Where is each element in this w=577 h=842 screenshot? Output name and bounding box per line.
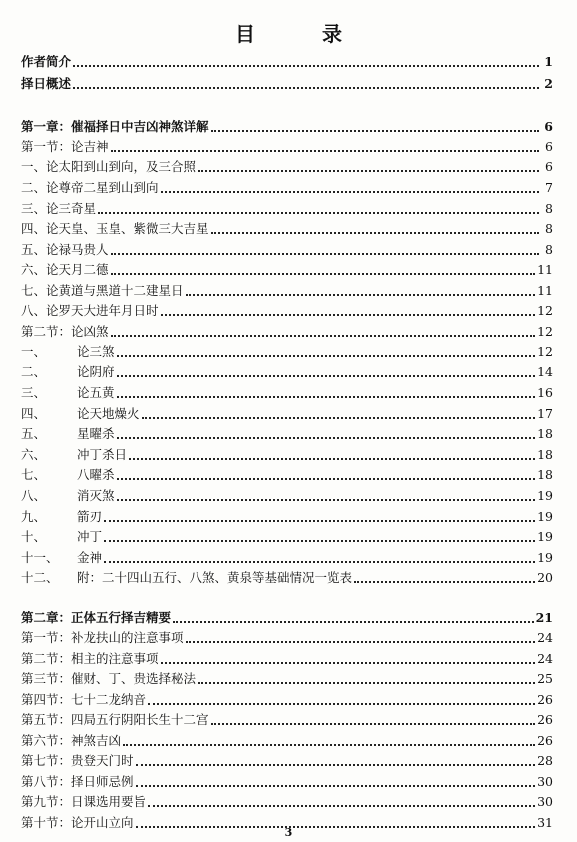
toc-entry-page: 1 — [544, 54, 553, 69]
toc-entry[interactable] — [21, 710, 553, 728]
dot-leader — [211, 220, 539, 234]
dot-leader — [111, 323, 536, 337]
toc-entry-label: 论开山立向 — [71, 815, 134, 830]
toc-entry-page: 26 — [537, 712, 553, 727]
toc-entry-page: 19 — [537, 550, 553, 565]
toc-entry-page: 25 — [537, 671, 553, 686]
toc-entry[interactable] — [21, 74, 553, 92]
dot-leader — [211, 118, 539, 132]
dot-leader — [111, 241, 539, 255]
toc-entry[interactable] — [21, 260, 553, 278]
toc-entry-page: 28 — [537, 753, 553, 768]
toc-entry-page: 2 — [544, 76, 553, 91]
toc-entry[interactable] — [21, 383, 553, 401]
toc-entry-label: 冲丁 — [77, 529, 103, 544]
toc-entry-number: 第二节： — [21, 651, 72, 666]
toc-entry[interactable] — [21, 322, 553, 340]
dot-leader — [117, 363, 536, 377]
dot-leader — [123, 732, 535, 746]
toc-entry-label: 第一章：催福择日中吉凶神煞详解 — [21, 119, 209, 134]
toc-entry-number: 八、 — [21, 488, 47, 503]
toc-entry-number: 十一、 — [21, 550, 59, 565]
toc-entry[interactable] — [21, 199, 553, 217]
toc-entry-page: 18 — [537, 426, 553, 441]
dot-leader — [136, 752, 536, 766]
toc-entry-page: 8 — [545, 201, 553, 216]
toc-entry[interactable] — [21, 117, 553, 135]
toc-entry-page: 11 — [537, 262, 553, 277]
toc-entry-number: 第三节： — [21, 671, 72, 686]
toc-entry-number: 五、 — [21, 426, 47, 441]
toc-entry-page: 8 — [545, 242, 553, 257]
toc-entry[interactable] — [21, 608, 553, 626]
toc-entry[interactable] — [21, 219, 553, 237]
toc-entry-number: 第七节： — [21, 753, 72, 768]
dot-leader — [111, 261, 536, 275]
toc-entry[interactable] — [21, 690, 553, 708]
toc-entry-label: 八曜杀 — [77, 467, 115, 482]
page-title: 目 录 — [235, 22, 372, 46]
dot-leader — [104, 528, 535, 542]
toc-entry-number: 七、 — [21, 467, 47, 482]
toc-entry-number: 十二、 — [21, 570, 59, 585]
toc-entry-number: 第一节： — [21, 630, 72, 645]
toc-entry-page: 19 — [537, 529, 553, 544]
toc-entry-page: 16 — [537, 385, 553, 400]
toc-entry-page: 7 — [545, 180, 553, 195]
dot-leader — [98, 200, 539, 214]
toc-entry[interactable] — [21, 649, 553, 667]
toc-entry-label: 金神 — [77, 550, 103, 565]
toc-entry-number: 九、 — [21, 509, 47, 524]
toc-entry-label: 第二节：论凶煞 — [21, 324, 109, 339]
toc-entry-label: 八、论罗天大进年月日时 — [21, 303, 159, 318]
dot-leader — [117, 425, 536, 439]
toc-entry-label: 箭刃 — [77, 509, 103, 524]
dot-leader — [129, 446, 535, 460]
toc-entry-label: 七十二龙纳音 — [71, 692, 147, 707]
toc-entry-label: 第二章：正体五行择吉精要 — [21, 610, 172, 625]
toc-entry-page: 6 — [545, 159, 553, 174]
toc-entry[interactable] — [21, 628, 553, 646]
dot-leader — [161, 302, 536, 316]
toc-entry-number: 第五节： — [21, 712, 72, 727]
toc-entry[interactable] — [21, 157, 553, 175]
toc-entry-page: 17 — [537, 406, 553, 421]
toc-entry-label: 论五黄 — [77, 385, 115, 400]
dot-leader — [211, 711, 536, 725]
toc-entry-page: 6 — [544, 119, 553, 134]
toc-entry-label: 日课选用要旨 — [71, 794, 147, 809]
dot-leader — [73, 53, 539, 67]
dot-leader — [73, 75, 539, 89]
toc-entry-number: 一、 — [21, 344, 47, 359]
toc-entry-page: 11 — [537, 283, 553, 298]
toc-entry-page: 24 — [537, 630, 553, 645]
toc-entry-label: 四、论天皇、玉皇、紫微三大吉星 — [21, 221, 209, 236]
dot-leader — [354, 569, 535, 583]
dot-leader — [173, 609, 534, 623]
dot-leader — [148, 691, 535, 705]
toc-entry-label: 二、论尊帝二星到山到向 — [21, 180, 159, 195]
toc-entry[interactable] — [21, 445, 553, 463]
toc-entry[interactable] — [21, 281, 553, 299]
toc-entry-page: 18 — [537, 447, 553, 462]
dot-leader — [161, 179, 539, 193]
dot-leader — [117, 466, 536, 480]
toc-entry[interactable] — [21, 342, 553, 360]
toc-entry-label: 择日师忌例 — [71, 774, 134, 789]
toc-entry-page: 12 — [537, 324, 553, 339]
dot-leader — [161, 650, 536, 664]
dot-leader — [186, 282, 536, 296]
toc-entry-label: 作者简介 — [21, 54, 72, 69]
dot-leader — [104, 549, 535, 563]
dot-leader — [148, 793, 535, 807]
dot-leader — [117, 487, 536, 501]
toc-entry-page: 14 — [537, 364, 553, 379]
toc-entry-page: 20 — [537, 570, 553, 585]
toc-entry-label: 贵登天门时 — [71, 753, 134, 768]
toc-entry-page: 12 — [537, 303, 553, 318]
dot-leader — [198, 670, 535, 684]
toc-entry-label: 第一节：论吉神 — [21, 139, 109, 154]
toc-entry[interactable] — [21, 486, 553, 504]
toc-entry[interactable] — [21, 751, 553, 769]
toc-entry-page: 24 — [537, 651, 553, 666]
toc-entry[interactable] — [21, 507, 553, 525]
dot-leader — [198, 158, 539, 172]
toc-entry-number: 第九节： — [21, 794, 72, 809]
toc-entry-label: 论三煞 — [77, 344, 115, 359]
toc-entry-page: 19 — [537, 509, 553, 524]
toc-entry-page: 30 — [537, 794, 553, 809]
dot-leader — [136, 773, 536, 787]
page-number: 3 — [284, 826, 293, 839]
toc-entry-page: 26 — [537, 692, 553, 707]
toc-entry-page: 12 — [537, 344, 553, 359]
toc-entry-page: 8 — [545, 221, 553, 236]
toc-entry-number: 六、 — [21, 447, 47, 462]
dot-leader — [111, 138, 539, 152]
toc-entry-page: 18 — [537, 467, 553, 482]
toc-entry-number: 第十节： — [21, 815, 72, 830]
dot-leader — [117, 384, 536, 398]
toc-entry-label: 一、论太阳到山到向，及三合照 — [21, 159, 197, 174]
dot-leader — [142, 405, 536, 419]
toc-entry-label: 冲丁杀日 — [77, 447, 128, 462]
toc-entry[interactable] — [21, 465, 553, 483]
toc-entry[interactable] — [21, 568, 553, 586]
toc-entry-label: 补龙扶山的注意事项 — [71, 630, 184, 645]
toc-entry-label: 神煞吉凶 — [71, 733, 122, 748]
toc-entry-label: 消灭煞 — [77, 488, 115, 503]
toc-entry-label: 择日概述 — [21, 76, 72, 91]
toc-entry-page: 31 — [537, 815, 553, 830]
toc-entry-label: 催财、丁、贵选择秘法 — [71, 671, 197, 686]
toc-entry-label: 五、论禄马贵人 — [21, 242, 109, 257]
toc-entry-label: 六、论天月二德 — [21, 262, 109, 277]
toc-entry-label: 七、论黄道与黑道十二建星日 — [21, 283, 184, 298]
toc-entry-label: 四局五行阴阳长生十二宫 — [71, 712, 209, 727]
toc-entry-label: 星曜杀 — [77, 426, 115, 441]
toc-entry[interactable] — [21, 527, 553, 545]
toc-entry[interactable] — [21, 404, 553, 422]
toc-entry-page: 30 — [537, 774, 553, 789]
toc-entry[interactable] — [21, 52, 553, 70]
toc-entry-number: 第六节： — [21, 733, 72, 748]
toc-entry[interactable] — [21, 548, 553, 566]
toc-entry-number: 第八节： — [21, 774, 72, 789]
dot-leader — [117, 343, 536, 357]
toc-entry-label: 三、论三奇星 — [21, 201, 97, 216]
toc-entry[interactable] — [21, 362, 553, 380]
toc-entry[interactable] — [21, 669, 553, 687]
toc-entry[interactable] — [21, 301, 553, 319]
toc-entry-number: 第四节： — [21, 692, 72, 707]
toc-entry-page: 6 — [545, 139, 553, 154]
toc-entry[interactable] — [21, 424, 553, 442]
toc-entry[interactable] — [21, 772, 553, 790]
dot-leader — [104, 508, 535, 522]
toc-entry[interactable] — [21, 792, 553, 810]
toc-entry-label: 论天地燥火 — [77, 406, 140, 421]
dot-leader — [186, 629, 536, 643]
toc-entry[interactable] — [21, 137, 553, 155]
toc-entry-number: 十、 — [21, 529, 47, 544]
toc-entry-page: 21 — [535, 610, 553, 625]
toc-entry[interactable] — [21, 240, 553, 258]
toc-entry-label: 附：二十四山五行、八煞、黄泉等基础情况一览表 — [77, 570, 353, 585]
toc-entry-page: 19 — [537, 488, 553, 503]
toc-entry-number: 四、 — [21, 406, 47, 421]
toc-entry[interactable] — [21, 731, 553, 749]
toc-entry-label: 相主的注意事项 — [71, 651, 159, 666]
toc-entry-page: 26 — [537, 733, 553, 748]
toc-entry-number: 二、 — [21, 364, 47, 379]
toc-entry-label: 论阴府 — [77, 364, 115, 379]
toc-entry-number: 三、 — [21, 385, 47, 400]
toc-entry[interactable] — [21, 178, 553, 196]
